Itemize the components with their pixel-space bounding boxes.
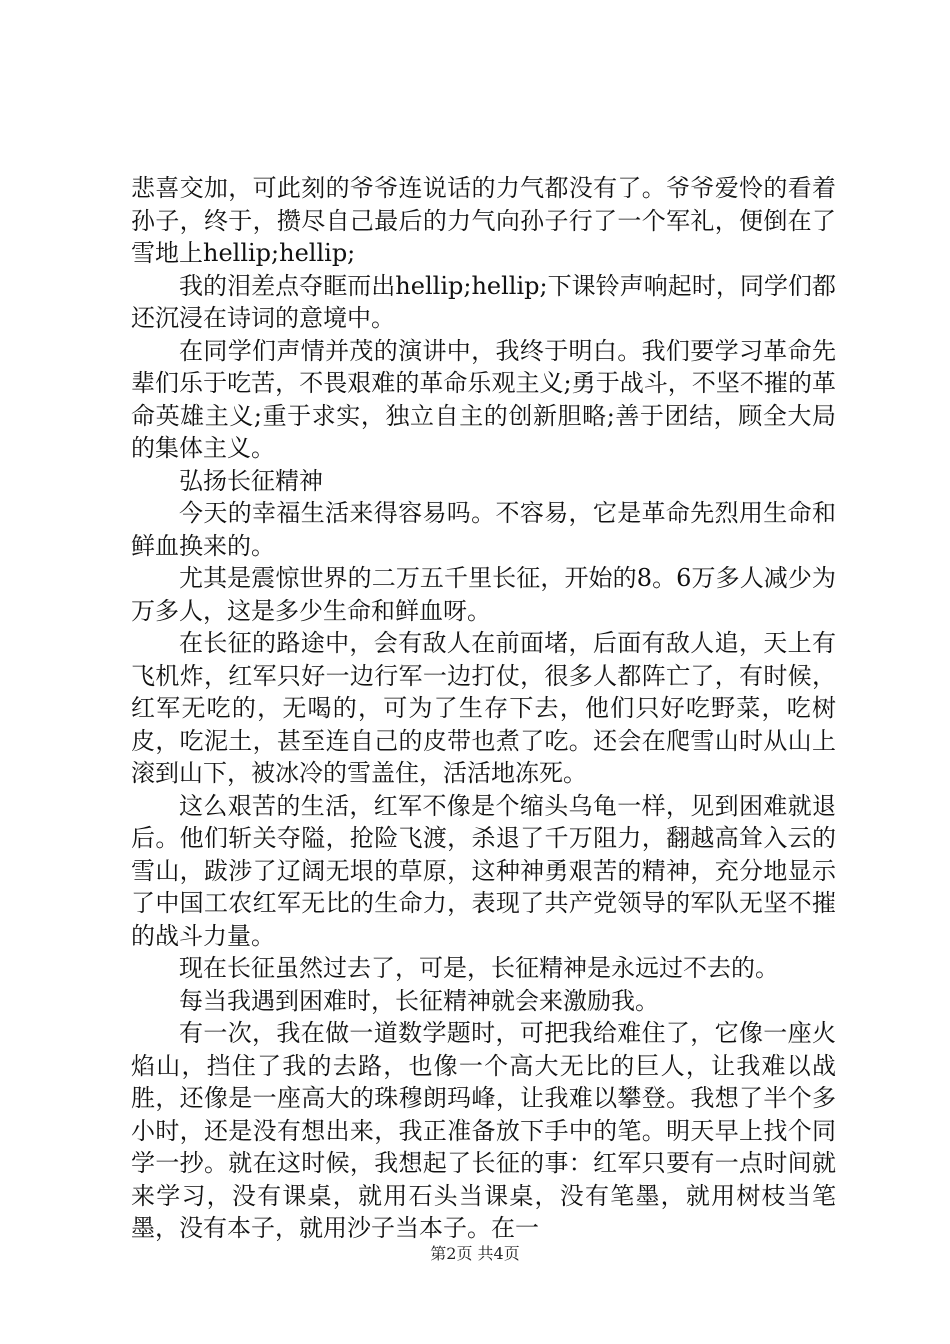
paragraph-10: 每当我遇到困难时，长征精神就会来激励我。 bbox=[179, 986, 659, 1015]
section-heading: 弘扬长征精神 bbox=[179, 466, 323, 495]
paragraph-6: 尤其是震惊世界的二万五千里长征，开始的8。6万多人减少为万多人，这是多少生命和鲜血呀。 bbox=[131, 564, 836, 625]
paragraph-5: 今天的幸福生活来得容易吗。不容易，它是革命先烈用生命和鲜血换来的。 bbox=[131, 499, 836, 560]
paragraph-9: 现在长征虽然过去了，可是，长征精神是永远过不去的。 bbox=[179, 954, 779, 982]
paragraph-2: 我的泪差点夺眶而出hellip;hellip;下课铃声响起时，同学们都还沉浸在诗词的意境中。 bbox=[131, 271, 836, 332]
paragraph-1: 悲喜交加，可此刻的爷爷连说话的力气都没有了。爷爷爱怜的看着孙子，终于，攒尽自己最后的力气向孙子行了一个军礼，便倒在了雪地上hellip;hellip; bbox=[131, 174, 836, 267]
paragraph-3: 在同学们声情并茂的演讲中，我终于明白。我们要学习革命先辈们乐于吃苦，不畏艰难的革命乐观主义;勇于战斗，不坚不摧的革命英雄主义;重于求实，独立自主的创新胆略;善于团结，顾全大局的集体主义。 bbox=[131, 336, 836, 462]
paragraph-8: 这么艰苦的生活，红军不像是个缩头乌龟一样，见到困难就退后。他们斩关夺隘，抢险飞渡，杀退了千万阻力，翻越高耸入云的雪山，跋涉了辽阔无垠的草原，这种神勇艰苦的精神，充分地显示了中国工农红军无比的生命力，表现了共产党领导的军队无坚不摧的战斗力量。 bbox=[131, 791, 836, 950]
paragraph-11: 有一次，我在做一道数学题时，可把我给难住了，它像一座火焰山，挡住了我的去路，也像一个高大无比的巨人，让我难以战胜，还像是一座高大的珠穆朗玛峰，让我难以攀登。我想了半个多小时，还是没有想出来，我正准备放下手中的笔。明天早上找个同学一抄。就在这时候，我想起了长征的事：红军只要有一点时间就来学习，没有课桌，就用石头当课桌，没有笔墨，就用树枝当笔墨，没有本子，就用沙子当本子。在一 bbox=[131, 1019, 836, 1242]
page-footer: 第2页 共4页 bbox=[430, 1244, 520, 1263]
document-body bbox=[131, 172, 836, 1245]
paragraph-7: 在长征的路途中，会有敌人在前面堵，后面有敌人追，天上有飞机炸，红军只好一边行军一边打仗，很多人都阵亡了，有时候，红军无吃的，无喝的，可为了生存下去，他们只好吃野菜，吃树皮，吃泥土，甚至连自己的皮带也煮了吃。还会在爬雪山时从山上滚到山下，被冰冷的雪盖住，活活地冻死。 bbox=[131, 629, 836, 787]
